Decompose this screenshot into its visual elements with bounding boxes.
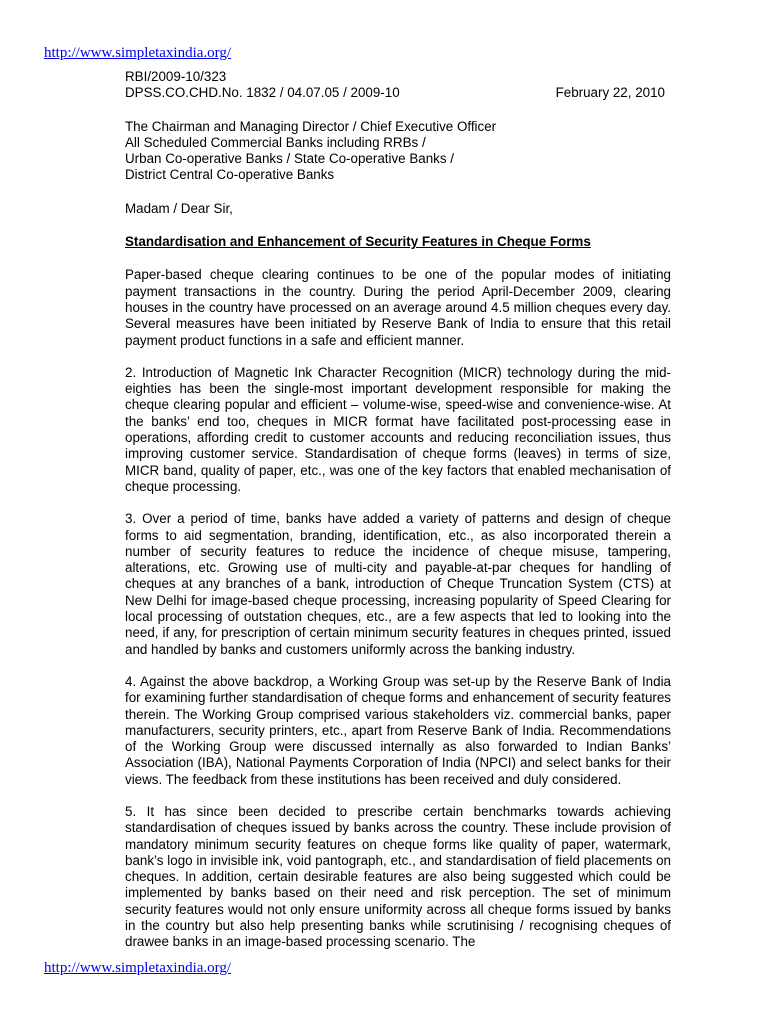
- circular-number: DPSS.CO.CHD.No. 1832 / 04.07.05 / 2009-10: [125, 85, 400, 101]
- addressee-line: The Chairman and Managing Director / Chief Executive Officer: [125, 118, 497, 134]
- letter-date: February 22, 2010: [555, 85, 665, 101]
- addressee-line: All Scheduled Commercial Banks including RRBs /: [125, 134, 426, 150]
- addressee-line: Urban Co-operative Banks / State Co-operative Banks /: [125, 151, 454, 167]
- paragraph: 3. Over a period of time, banks have added a variety of patterns and design of cheque forms to aid segmentation, branding, identification, etc., as also incorporated therein a number of security features to reduce the incidence of cheque misuse, tampering, alterations, etc. Growing use of multi-city and payable-at-par cheques for handling of cheques at any branches of a bank, introduction of Cheque Truncation System (CTS) at New Delhi for image-based cheque processing, increasing popularity of Speed Clearing for local processing of outstation cheques, etc., are a few aspects that led to looking into the need, if any, for prescription of certain minimum security features in cheques printed, issued and handled by banks and customers uniformly across the banking industry.: [125, 511, 671, 657]
- salutation: Madam / Dear Sir,: [125, 200, 233, 216]
- paragraph: 2. Introduction of Magnetic Ink Character Recognition (MICR) technology during the mid-eighties has been the single-most important development responsible for making the cheque clearing popular and efficient – volume-wise, speed-wise and convenience-wise. At the banks’ end too, cheques in MICR format have facilitated post-processing ease in operations, affording credit to customer accounts and reducing reconciliation issues, thus improving customer service. Standardisation of cheque forms (leaves) in terms of size, MICR band, quality of paper, etc., was one of the key factors that enabled mechanisation of cheque processing.: [125, 364, 671, 494]
- paragraph: 5. It has since been decided to prescribe certain benchmarks towards achieving standardisation of cheques issued by banks across the country. These include provision of mandatory minimum security features on cheque forms like quality of paper, watermark, bank’s logo in invisible ink, void pantograph, etc., and standardisation of field placements on cheques. In addition, certain desirable features are also being suggested which could be implemented by banks based on their need and risk perception. The set of minimum security features would not only ensure uniformity across all cheque forms issued by banks in the country but also help presenting banks while scrutinising / recognising cheques of drawee banks in an image-based processing scenario. The: [125, 803, 671, 950]
- letter-body: [125, 69, 671, 964]
- source-link-bottom[interactable]: http://www.simpletaxindia.org/: [44, 960, 232, 976]
- ref-number: RBI/2009-10/323: [125, 69, 227, 84]
- subject-heading: Standardisation and Enhancement of Security Features in Cheque Forms: [125, 234, 591, 250]
- paragraph: 4. Against the above backdrop, a Working Group was set-up by the Reserve Bank of India for examining further standardisation of cheque forms and enhancement of security features therein. The Working Group comprised various stakeholders viz. commercial banks, paper manufacturers, security printers, etc., apart from Reserve Bank of India. Recommendations of the Working Group were discussed internally as also forwarded to Indian Banks’ Association (IBA), National Payments Corporation of India (NPCI) and select banks for their views. The feedback from these institutions has been received and duly considered.: [125, 673, 671, 787]
- circular-row: [125, 85, 671, 101]
- paragraph: Paper-based cheque clearing continues to be one of the popular modes of initiating payment transactions in the country. During the period April-December 2009, clearing houses in the country have processed on an average around 4.5 million cheques every day. Several measures have been initiated by Reserve Bank of India to ensure that this retail payment product functions in a safe and efficient manner.: [125, 267, 671, 348]
- source-link-top[interactable]: http://www.simpletaxindia.org/: [44, 45, 232, 61]
- addressee-line: District Central Co-operative Banks: [125, 167, 335, 183]
- addressee-block: [125, 119, 671, 184]
- paragraphs: [125, 267, 671, 950]
